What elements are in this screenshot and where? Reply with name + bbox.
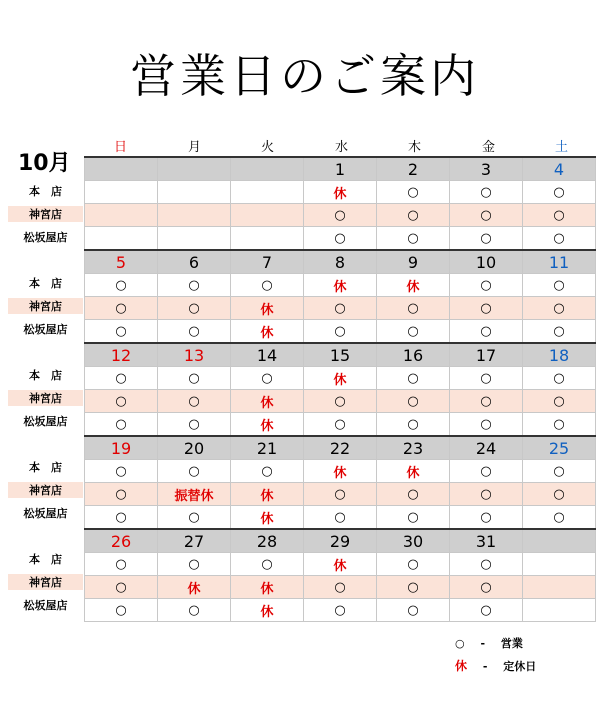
- status-cell: ○: [450, 460, 523, 483]
- status-cell: 休: [231, 506, 304, 530]
- status-cell: 休: [304, 181, 377, 204]
- status-cell: ○: [523, 483, 596, 506]
- status-cell: [231, 227, 304, 251]
- calendar-table: [84, 156, 596, 622]
- status-cell: ○: [450, 553, 523, 576]
- date-cell: 30: [377, 529, 450, 553]
- status-cell: 休: [377, 460, 450, 483]
- status-cell: ○: [377, 204, 450, 227]
- status-cell: ○: [158, 297, 231, 320]
- status-cell: ○: [523, 413, 596, 437]
- status-cell: ○: [523, 297, 596, 320]
- store-label: 本 店: [29, 277, 62, 290]
- status-cell: ○: [158, 460, 231, 483]
- status-cell: ○: [158, 367, 231, 390]
- month-label: 10月: [18, 151, 71, 176]
- store-row: [85, 367, 596, 390]
- status-cell: [85, 227, 158, 251]
- status-cell: [158, 227, 231, 251]
- date-cell: 1: [304, 157, 377, 181]
- status-cell: ○: [377, 599, 450, 622]
- status-cell: ○: [450, 297, 523, 320]
- status-cell: 休: [158, 576, 231, 599]
- status-cell: ○: [450, 320, 523, 344]
- store-row: [85, 227, 596, 251]
- status-cell: 休: [304, 460, 377, 483]
- weekday-fri: 金: [481, 140, 495, 155]
- store-label: 本 店: [29, 185, 62, 198]
- status-cell: 休: [231, 390, 304, 413]
- status-cell: ○: [85, 506, 158, 530]
- date-cell: [523, 529, 596, 553]
- status-cell: ○: [158, 506, 231, 530]
- date-cell: 22: [304, 436, 377, 460]
- date-cell: 17: [450, 343, 523, 367]
- status-cell: [85, 181, 158, 204]
- weekday-sat: 土: [554, 140, 568, 155]
- status-cell: ○: [85, 460, 158, 483]
- status-cell: ○: [377, 506, 450, 530]
- status-cell: ○: [158, 390, 231, 413]
- date-cell: 18: [523, 343, 596, 367]
- status-cell: ○: [304, 204, 377, 227]
- date-cell: 9: [377, 250, 450, 274]
- status-cell: ○: [85, 274, 158, 297]
- date-row: [85, 157, 596, 181]
- legend-closed: 休 - 定休日: [455, 659, 537, 673]
- status-cell: 休: [377, 274, 450, 297]
- weekday-wed: 水: [334, 140, 348, 155]
- status-cell: 休: [304, 274, 377, 297]
- store-label: 松坂屋店: [23, 507, 68, 520]
- status-cell: ○: [304, 506, 377, 530]
- date-cell: 29: [304, 529, 377, 553]
- status-cell: ○: [85, 576, 158, 599]
- status-cell: ○: [158, 553, 231, 576]
- status-cell: ○: [304, 390, 377, 413]
- date-cell: [85, 157, 158, 181]
- status-cell: ○: [450, 599, 523, 622]
- status-cell: [158, 204, 231, 227]
- date-cell: 5: [85, 250, 158, 274]
- store-label: 本 店: [29, 369, 62, 382]
- status-cell: ○: [450, 413, 523, 437]
- status-cell: ○: [450, 227, 523, 251]
- status-cell: ○: [158, 274, 231, 297]
- store-label: 神宮店: [8, 298, 83, 314]
- status-cell: ○: [450, 367, 523, 390]
- status-cell: ○: [377, 390, 450, 413]
- status-cell: [523, 599, 596, 622]
- date-cell: 2: [377, 157, 450, 181]
- status-cell: ○: [450, 390, 523, 413]
- status-cell: ○: [85, 320, 158, 344]
- status-cell: ○: [85, 390, 158, 413]
- status-cell: [523, 553, 596, 576]
- status-cell: ○: [523, 204, 596, 227]
- store-row: [85, 576, 596, 599]
- status-cell: ○: [85, 483, 158, 506]
- store-label: 神宮店: [8, 390, 83, 406]
- date-cell: 16: [377, 343, 450, 367]
- date-cell: 31: [450, 529, 523, 553]
- status-cell: 休: [304, 553, 377, 576]
- date-cell: 27: [158, 529, 231, 553]
- status-cell: ○: [377, 483, 450, 506]
- status-cell: ○: [523, 506, 596, 530]
- date-cell: 15: [304, 343, 377, 367]
- status-cell: [231, 204, 304, 227]
- date-cell: 10: [450, 250, 523, 274]
- date-row: [85, 529, 596, 553]
- status-cell: [231, 181, 304, 204]
- status-cell: ○: [85, 553, 158, 576]
- status-cell: ○: [377, 367, 450, 390]
- status-cell: ○: [85, 599, 158, 622]
- status-cell: ○: [450, 274, 523, 297]
- status-cell: ○: [377, 297, 450, 320]
- status-cell: ○: [377, 181, 450, 204]
- store-row: [85, 320, 596, 344]
- status-cell: ○: [450, 506, 523, 530]
- legend-open: ○ - 営業: [455, 637, 523, 650]
- weekday-tue: 火: [260, 140, 274, 155]
- status-cell: 休: [231, 297, 304, 320]
- store-label: 松坂屋店: [23, 231, 68, 244]
- date-cell: 19: [85, 436, 158, 460]
- date-cell: 4: [523, 157, 596, 181]
- weekday-sun: 日: [113, 140, 127, 155]
- status-cell: ○: [304, 413, 377, 437]
- status-cell: 休: [231, 320, 304, 344]
- store-row: [85, 274, 596, 297]
- status-cell: 休: [231, 483, 304, 506]
- store-row: [85, 599, 596, 622]
- store-row: [85, 390, 596, 413]
- status-cell: ○: [231, 274, 304, 297]
- status-cell: ○: [231, 553, 304, 576]
- store-label: 本 店: [29, 553, 62, 566]
- store-label: 松坂屋店: [23, 415, 68, 428]
- store-label: 本 店: [29, 461, 62, 474]
- date-cell: 14: [231, 343, 304, 367]
- status-cell: ○: [523, 227, 596, 251]
- status-cell: ○: [158, 413, 231, 437]
- weekday-thu: 木: [407, 140, 421, 155]
- store-row: [85, 553, 596, 576]
- status-cell: ○: [377, 553, 450, 576]
- status-cell: ○: [523, 181, 596, 204]
- status-cell: ○: [158, 320, 231, 344]
- status-cell: 休: [231, 413, 304, 437]
- date-row: [85, 250, 596, 274]
- date-cell: 11: [523, 250, 596, 274]
- store-row: [85, 181, 596, 204]
- date-cell: 3: [450, 157, 523, 181]
- status-cell: 休: [304, 367, 377, 390]
- status-cell: ○: [450, 181, 523, 204]
- date-cell: [231, 157, 304, 181]
- date-cell: 13: [158, 343, 231, 367]
- status-cell: ○: [450, 204, 523, 227]
- status-cell: ○: [85, 297, 158, 320]
- date-cell: 25: [523, 436, 596, 460]
- store-label: 神宮店: [8, 206, 83, 222]
- status-cell: [523, 576, 596, 599]
- date-cell: 28: [231, 529, 304, 553]
- date-cell: 24: [450, 436, 523, 460]
- date-cell: [158, 157, 231, 181]
- status-cell: [158, 181, 231, 204]
- date-cell: 21: [231, 436, 304, 460]
- date-cell: 23: [377, 436, 450, 460]
- date-cell: 20: [158, 436, 231, 460]
- status-cell: ○: [85, 367, 158, 390]
- status-cell: ○: [304, 297, 377, 320]
- store-label: 神宮店: [8, 574, 83, 590]
- status-cell: ○: [523, 320, 596, 344]
- date-cell: 26: [85, 529, 158, 553]
- store-row: [85, 506, 596, 530]
- status-cell: ○: [85, 413, 158, 437]
- status-cell: ○: [304, 576, 377, 599]
- page-title: 営業日のご案内: [130, 49, 480, 103]
- store-label: 松坂屋店: [23, 323, 68, 336]
- store-label: 松坂屋店: [23, 599, 68, 612]
- status-cell: ○: [158, 599, 231, 622]
- status-cell: ○: [450, 576, 523, 599]
- store-row: [85, 204, 596, 227]
- status-cell: ○: [304, 483, 377, 506]
- status-cell: ○: [304, 599, 377, 622]
- store-row: [85, 460, 596, 483]
- date-row: [85, 436, 596, 460]
- status-cell: 振替休: [158, 483, 231, 506]
- status-cell: ○: [450, 483, 523, 506]
- store-row: [85, 413, 596, 437]
- status-cell: ○: [304, 227, 377, 251]
- status-cell: ○: [231, 367, 304, 390]
- date-cell: 12: [85, 343, 158, 367]
- status-cell: ○: [377, 413, 450, 437]
- store-row: [85, 297, 596, 320]
- store-row: [85, 483, 596, 506]
- status-cell: ○: [523, 460, 596, 483]
- status-cell: ○: [231, 460, 304, 483]
- weekday-mon: 月: [187, 140, 201, 155]
- date-cell: 6: [158, 250, 231, 274]
- status-cell: ○: [523, 367, 596, 390]
- status-cell: 休: [231, 576, 304, 599]
- status-cell: ○: [304, 320, 377, 344]
- date-row: [85, 343, 596, 367]
- date-cell: 8: [304, 250, 377, 274]
- status-cell: ○: [523, 274, 596, 297]
- status-cell: ○: [377, 227, 450, 251]
- status-cell: 休: [231, 599, 304, 622]
- date-cell: 7: [231, 250, 304, 274]
- store-label: 神宮店: [8, 482, 83, 498]
- status-cell: ○: [523, 390, 596, 413]
- status-cell: ○: [377, 320, 450, 344]
- status-cell: ○: [377, 576, 450, 599]
- status-cell: [85, 204, 158, 227]
